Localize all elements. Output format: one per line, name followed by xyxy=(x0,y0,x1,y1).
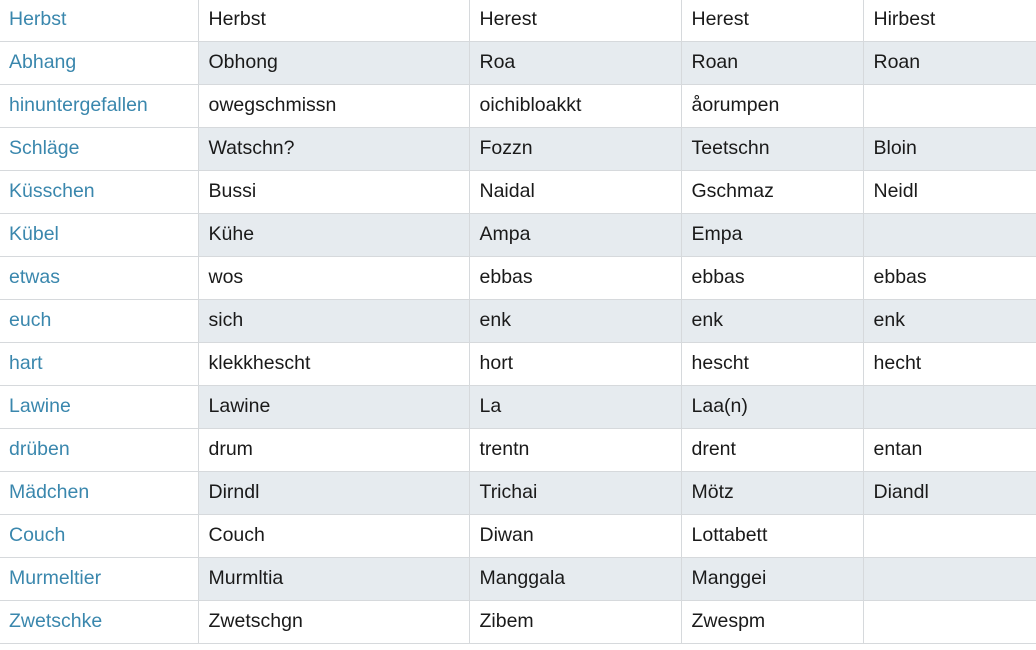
dialect-variant-cell: Diwan xyxy=(469,514,681,557)
dialect-variant-cell: Obhong xyxy=(198,41,469,84)
german-word-link[interactable]: Couch xyxy=(0,514,198,557)
dialect-variant-cell: Empa xyxy=(681,213,863,256)
dialect-variant-cell: Hirbest xyxy=(863,0,1036,41)
dialect-variant-cell: Murmltia xyxy=(198,557,469,600)
dialect-variant-cell: Herest xyxy=(681,0,863,41)
dialect-variant-cell: Lawine xyxy=(198,385,469,428)
dialect-variant-cell: Watschn? xyxy=(198,127,469,170)
dialect-variant-cell: Fozzn xyxy=(469,127,681,170)
dialect-variant-cell: åorumpen xyxy=(681,84,863,127)
dialect-variant-cell: ebbas xyxy=(469,256,681,299)
table-row xyxy=(0,471,1036,514)
german-word-link[interactable]: hart xyxy=(0,342,198,385)
dialect-variant-cell: Naidal xyxy=(469,170,681,213)
table-row xyxy=(0,428,1036,471)
table-row xyxy=(0,0,1036,41)
dialect-variant-cell: Diandl xyxy=(863,471,1036,514)
table-row xyxy=(0,84,1036,127)
dialect-variant-cell xyxy=(863,385,1036,428)
german-word-link[interactable]: hinuntergefallen xyxy=(0,84,198,127)
dialect-variant-cell xyxy=(863,84,1036,127)
dialect-variant-cell xyxy=(863,213,1036,256)
german-word-link[interactable]: Schläge xyxy=(0,127,198,170)
dialect-variant-cell: Herbst xyxy=(198,0,469,41)
dialect-variant-cell: hecht xyxy=(863,342,1036,385)
dialect-variant-cell xyxy=(863,557,1036,600)
table-row xyxy=(0,514,1036,557)
dialect-variant-cell: Couch xyxy=(198,514,469,557)
dialect-variant-cell: Laa(n) xyxy=(681,385,863,428)
dialect-variant-cell: enk xyxy=(681,299,863,342)
dialect-variant-cell: Roan xyxy=(863,41,1036,84)
table-row xyxy=(0,600,1036,643)
german-word-link[interactable]: Zwetschke xyxy=(0,600,198,643)
german-word-link[interactable]: Herbst xyxy=(0,0,198,41)
dialect-variant-cell: Bussi xyxy=(198,170,469,213)
table-row xyxy=(0,256,1036,299)
german-word-link[interactable]: euch xyxy=(0,299,198,342)
dialect-variant-cell: owegschmissn xyxy=(198,84,469,127)
dialect-variant-cell: Mötz xyxy=(681,471,863,514)
dialect-variant-cell: drent xyxy=(681,428,863,471)
dialect-variant-cell: Kühe xyxy=(198,213,469,256)
german-word-link[interactable]: drüben xyxy=(0,428,198,471)
dialect-variant-cell: oichibloakkt xyxy=(469,84,681,127)
dialect-variant-cell: La xyxy=(469,385,681,428)
dialect-variant-cell: Trichai xyxy=(469,471,681,514)
dialect-variant-cell: trentn xyxy=(469,428,681,471)
dialect-variant-cell: enk xyxy=(863,299,1036,342)
dialect-variant-cell: Manggei xyxy=(681,557,863,600)
german-word-link[interactable]: Abhang xyxy=(0,41,198,84)
dialect-variant-cell: drum xyxy=(198,428,469,471)
dialect-variant-cell xyxy=(863,514,1036,557)
dialect-variant-cell: Herest xyxy=(469,0,681,41)
german-word-link[interactable]: Mädchen xyxy=(0,471,198,514)
dialect-variant-cell: hort xyxy=(469,342,681,385)
table-row xyxy=(0,299,1036,342)
dialect-variant-cell: wos xyxy=(198,256,469,299)
dialect-variant-cell: Lottabett xyxy=(681,514,863,557)
dialect-variant-cell: Dirndl xyxy=(198,471,469,514)
table-row xyxy=(0,170,1036,213)
dialect-variant-cell: klekkhescht xyxy=(198,342,469,385)
table-row xyxy=(0,127,1036,170)
table-row xyxy=(0,213,1036,256)
german-word-link[interactable]: etwas xyxy=(0,256,198,299)
table-row xyxy=(0,342,1036,385)
german-word-link[interactable]: Lawine xyxy=(0,385,198,428)
dialect-variant-cell: entan xyxy=(863,428,1036,471)
table-row xyxy=(0,557,1036,600)
dialect-variant-cell: Zwespm xyxy=(681,600,863,643)
table-row xyxy=(0,385,1036,428)
dialect-variant-cell: Ampa xyxy=(469,213,681,256)
dialect-variant-cell: Zibem xyxy=(469,600,681,643)
dialect-variant-cell: ebbas xyxy=(863,256,1036,299)
dialect-variant-cell: Manggala xyxy=(469,557,681,600)
german-word-link[interactable]: Küsschen xyxy=(0,170,198,213)
german-word-link[interactable]: Murmeltier xyxy=(0,557,198,600)
german-word-link[interactable]: Kübel xyxy=(0,213,198,256)
dialect-variant-cell: Teetschn xyxy=(681,127,863,170)
dialect-variant-cell: Zwetschgn xyxy=(198,600,469,643)
dialect-variant-cell: Roan xyxy=(681,41,863,84)
dialect-variant-cell: sich xyxy=(198,299,469,342)
dialect-variant-cell: enk xyxy=(469,299,681,342)
dialect-variant-cell xyxy=(863,600,1036,643)
dialect-variant-cell: Gschmaz xyxy=(681,170,863,213)
table-row xyxy=(0,41,1036,84)
dialect-variant-cell: Neidl xyxy=(863,170,1036,213)
dialect-variant-cell: Bloin xyxy=(863,127,1036,170)
dialect-variant-cell: Roa xyxy=(469,41,681,84)
dialect-variant-cell: hescht xyxy=(681,342,863,385)
dialect-variant-cell: ebbas xyxy=(681,256,863,299)
